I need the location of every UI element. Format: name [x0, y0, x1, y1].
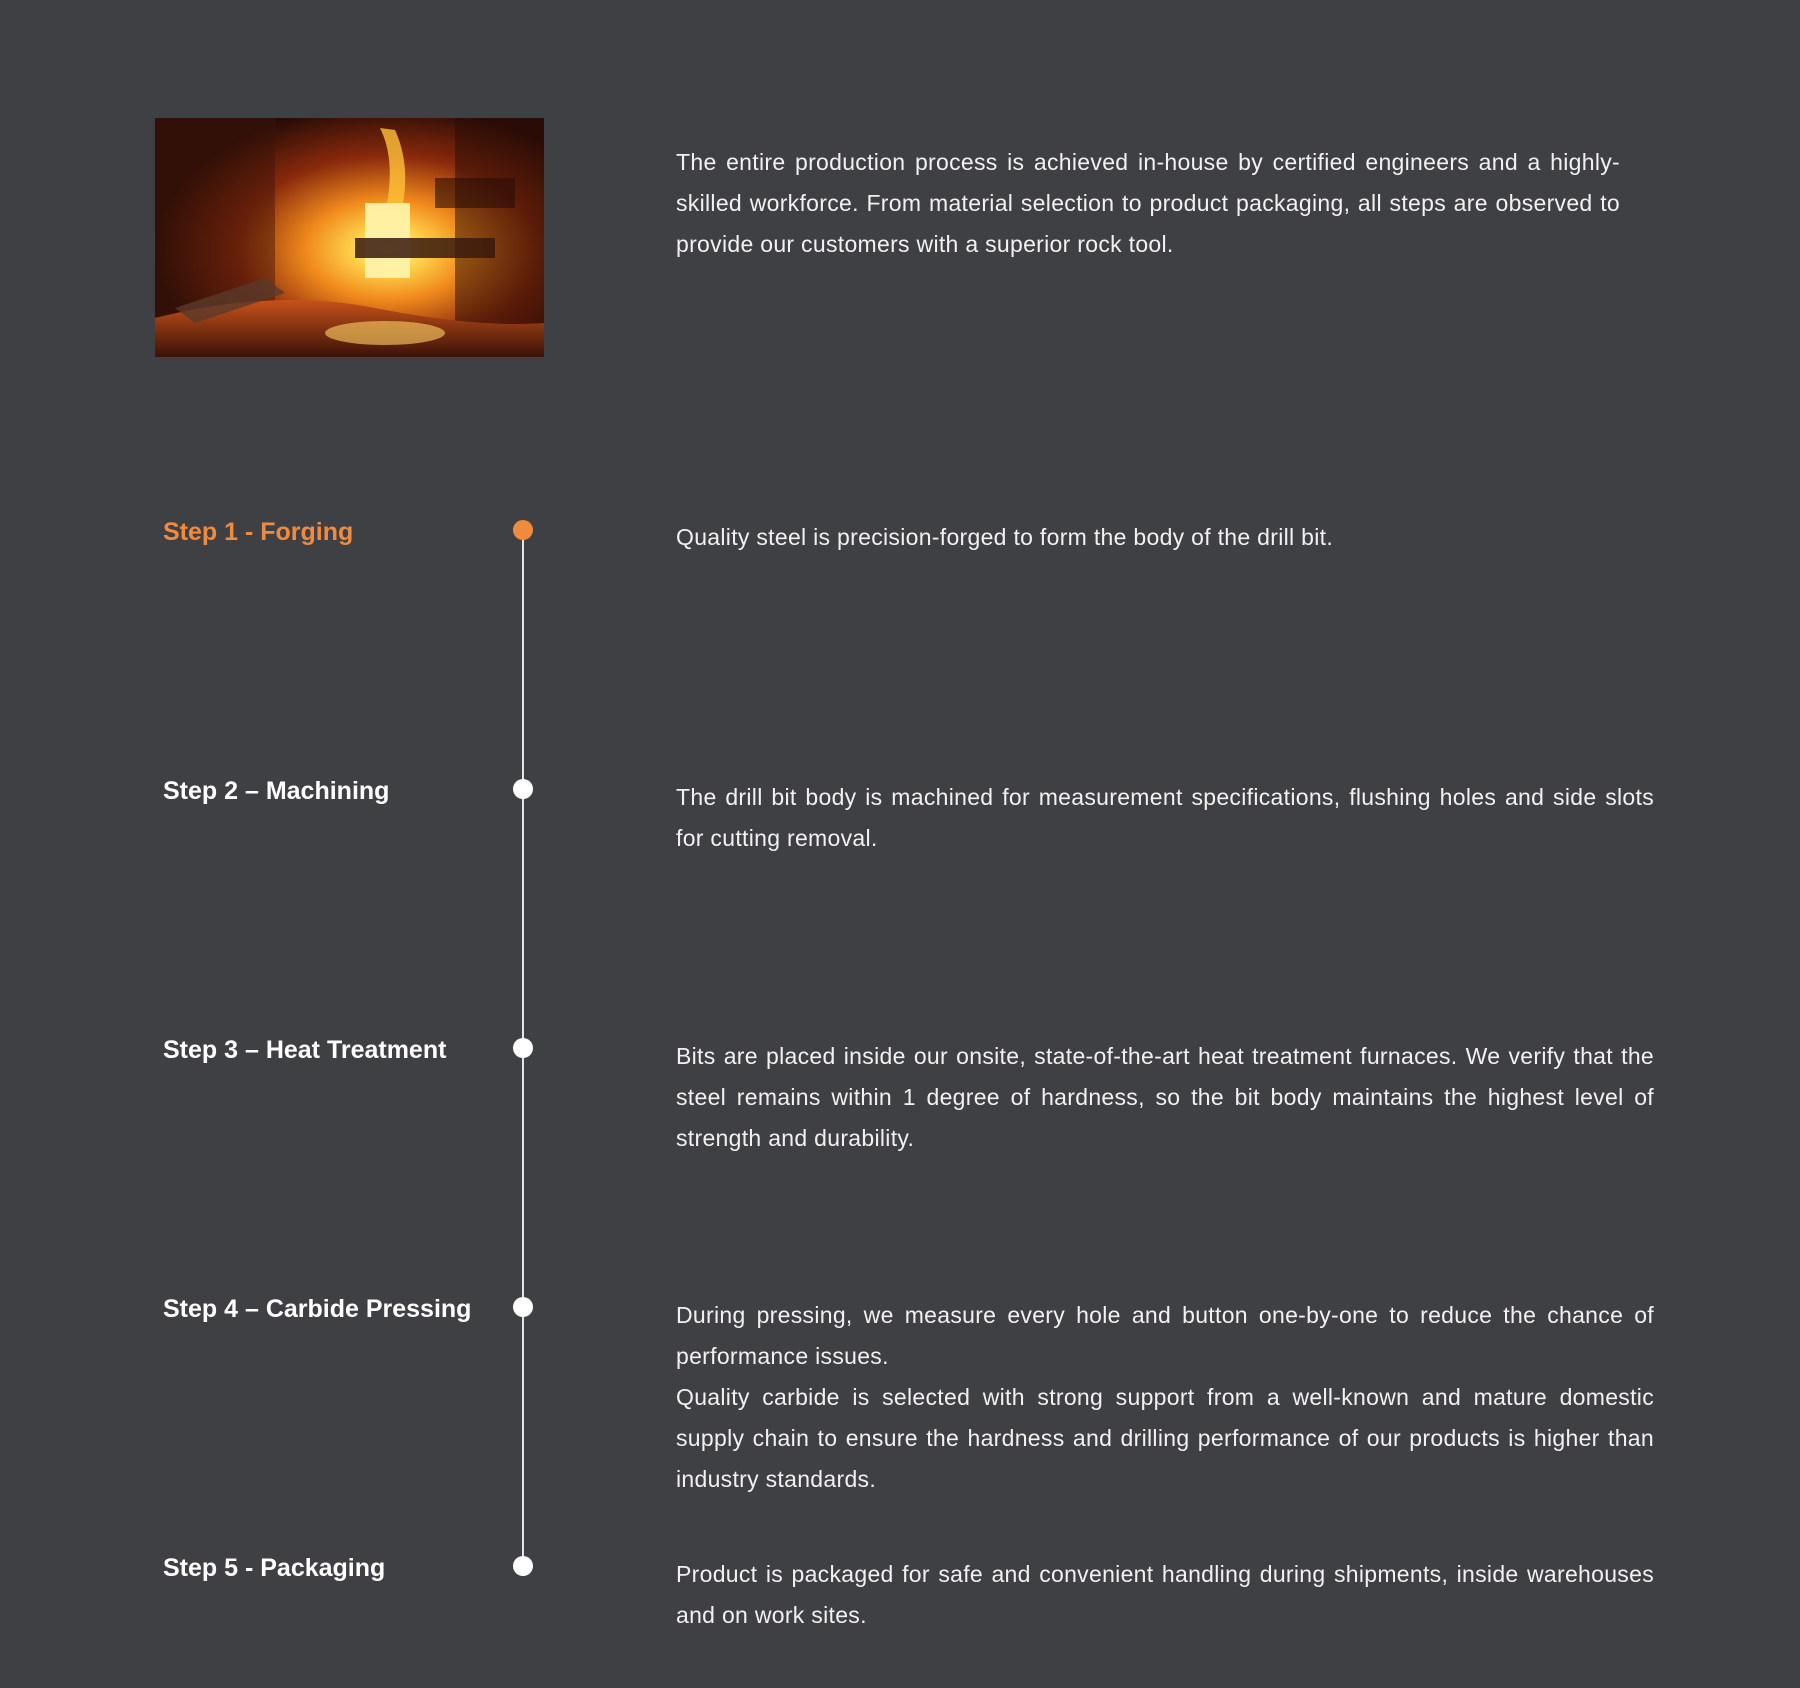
step-1-description-text: Quality steel is precision-forged to form the body of the drill bit.	[676, 524, 1334, 550]
forging-photo	[155, 118, 544, 357]
step-3-description-text: Bits are placed inside our onsite, state-of-the-art heat treatment furnaces. We verify that the steel remains within 1 degree of hardness, so the bit body maintains the highest level of strength and durability.	[676, 1043, 1654, 1151]
step-3-title: Step 3 – Heat Treatment	[163, 1036, 447, 1064]
step-3-description	[676, 1036, 1654, 1159]
step-4-marker	[513, 1297, 533, 1317]
step-5-description	[676, 1554, 1654, 1636]
step-4-title: Step 4 – Carbide Pressing	[163, 1295, 472, 1323]
step-1-description	[676, 517, 1654, 558]
step-5-title: Step 5 - Packaging	[163, 1554, 386, 1582]
step-1-marker	[513, 520, 533, 540]
step-2-title: Step 2 – Machining	[163, 777, 390, 805]
intro-text: The entire production process is achieved in-house by certified engineers and a highly-skilled workforce. From material selection to product packaging, all steps are observed to provide our customers with a superior rock tool.	[676, 149, 1620, 257]
step-4-description	[676, 1295, 1654, 1500]
step-2-description-text: The drill bit body is machined for measurement specifications, flushing holes and side slots for cutting removal.	[676, 784, 1654, 851]
step-3-marker	[513, 1038, 533, 1058]
step-5-description-text: Product is packaged for safe and convenient handling during shipments, inside warehouses and on work sites.	[676, 1561, 1654, 1628]
step-5-marker	[513, 1556, 533, 1576]
step-2-description	[676, 777, 1654, 859]
step-1-title: Step 1 - Forging	[163, 518, 354, 546]
step-4-description-text-2: Quality carbide is selected with strong support from a well-known and mature domestic supply chain to ensure the hardness and drilling performance of our products is higher than industry standards.	[676, 1384, 1654, 1492]
step-4-description-text-1: During pressing, we measure every hole and button one-by-one to reduce the chance of performance issues.	[676, 1302, 1654, 1369]
step-2-marker	[513, 779, 533, 799]
